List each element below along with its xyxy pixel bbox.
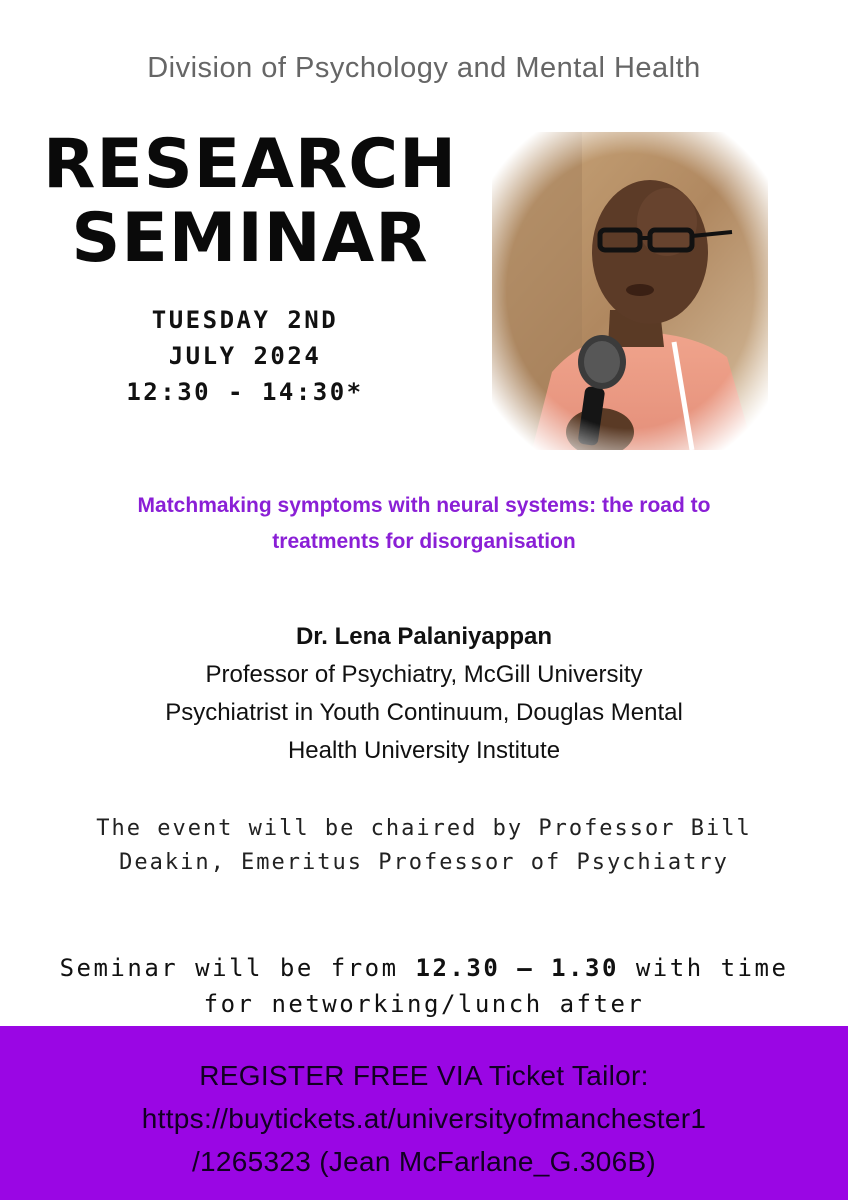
chair-info (40, 812, 808, 880)
timing-range: 12.30 – 1.30 (415, 954, 619, 982)
speaker-info (40, 618, 808, 770)
registration-link[interactable]: https://buytickets.at/universityofmanchester1 (141, 1103, 707, 1134)
title-line-seminar: SEMINAR (71, 199, 429, 278)
chair-line2: Deakin, Emeritus Professor of Psychiatry (119, 850, 729, 875)
speaker-role-1: Professor of Psychiatry, McGill University (205, 661, 643, 688)
speaker-role-2: Psychiatrist in Youth Continuum, Douglas Mental (165, 699, 683, 726)
timing-prefix: Seminar will be from (59, 954, 416, 982)
registration-text (0, 1054, 848, 1183)
speaker-name: Dr. Lena Palaniyappan (295, 623, 553, 650)
speaker-photo (492, 132, 768, 450)
division-heading: Division of Psychology and Mental Health (147, 52, 701, 84)
talk-title-line2: treatments for disorganisation (272, 530, 576, 553)
registration-line1: REGISTER FREE VIA Ticket Tailor: (199, 1060, 649, 1091)
event-time: 12:30 - 14:30* (126, 378, 364, 406)
talk-title (40, 488, 808, 560)
speaker-role-3: Health University Institute (287, 737, 561, 764)
timing-line2: for networking/lunch after (203, 990, 645, 1018)
seminar-timing (10, 950, 838, 1022)
timing-suffix: with time (618, 954, 789, 982)
title-line-research: RESEARCH (42, 125, 458, 204)
event-date-line2: JULY 2024 (168, 342, 322, 370)
page-title (30, 125, 470, 278)
event-date-line1: TUESDAY 2ND (151, 306, 339, 334)
talk-title-line1: Matchmaking symptoms with neural systems: the road to (137, 494, 711, 517)
registration-banner (0, 1026, 848, 1200)
timing-line1 (10, 950, 838, 986)
chair-line1: The event will be chaired by Professor Bill (96, 816, 752, 841)
event-date-block (110, 302, 380, 410)
registration-line3[interactable]: /1265323 (Jean McFarlane_G.306B) (191, 1146, 657, 1177)
